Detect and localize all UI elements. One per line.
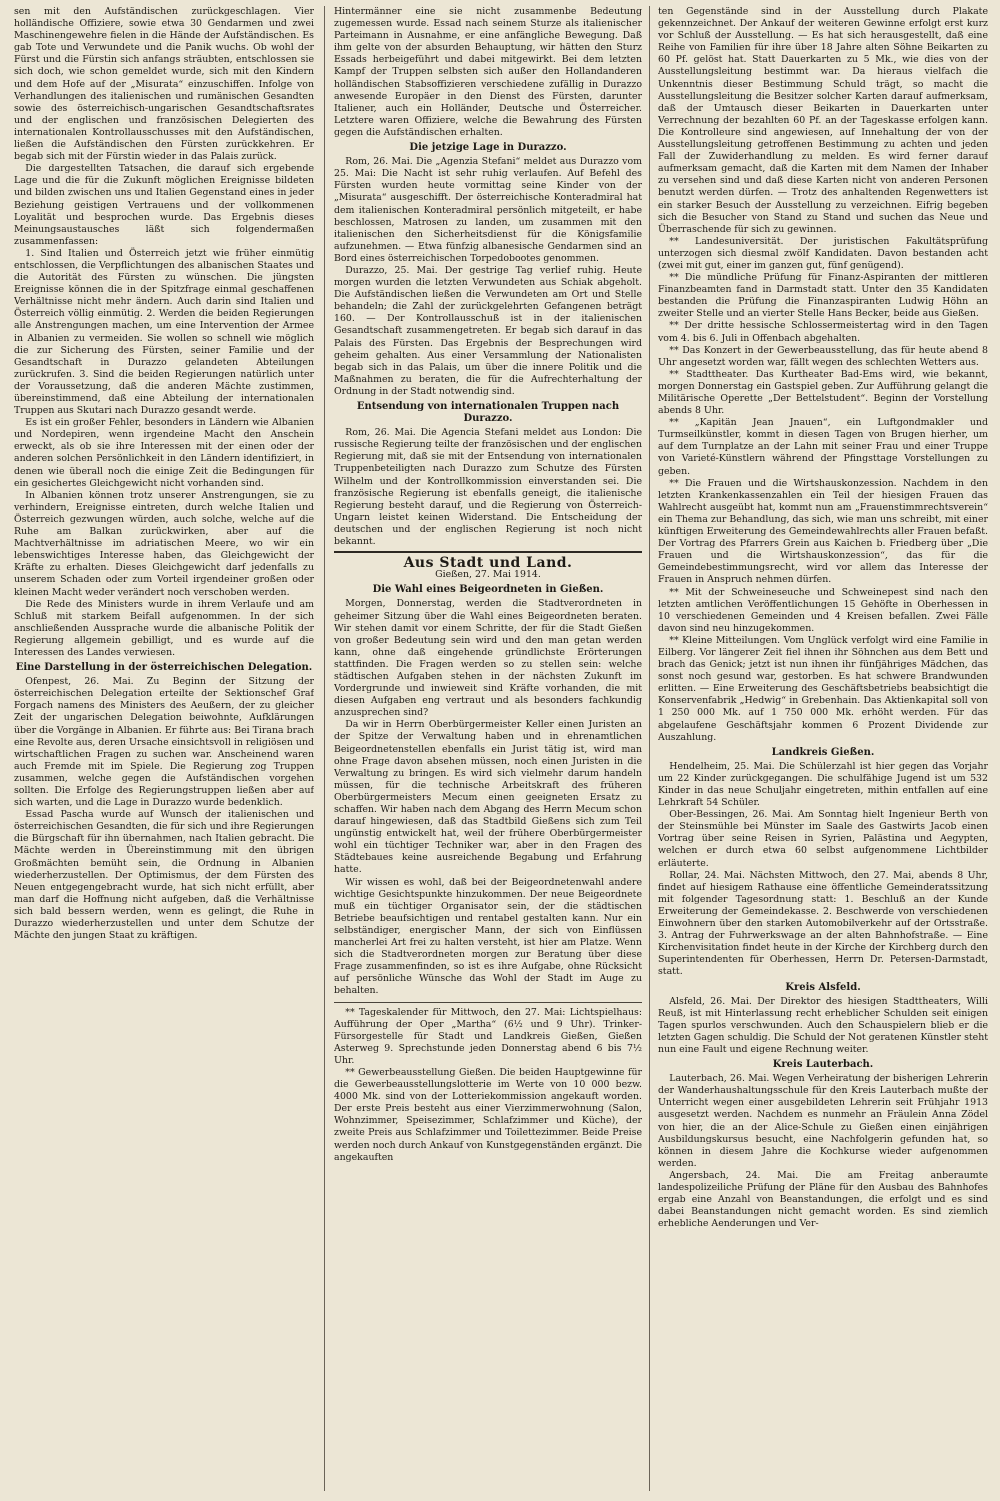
paragraph: In Albanien können trotz unserer Anstrengungen, sie zu verhindern, Ereignisse eintreten, durch welche Italien und Österreich gezwungen würden, auch solche, welche auf die Ruhe am Balkan zurückwirken, aber auf die Machtverhältnisse im adriatischen Meere, wo wir ein lebenswichtiges Interesse haben, das Gleichgewicht der Kräfte zu erhalten. Dieses Gleichgewicht darf jedenfalls zu unserem Schaden oder zum Vorteil irgendeiner großen oder kleinen Macht weder verändert noch verschoben werden. [14,489,314,598]
paragraph: Rom, 26. Mai. Die Agencia Stefani meldet aus London: Die russische Regierung teilte der französischen und der englischen Regierung mit, daß sie mit der Entsendung von internationalen Truppenbeteiligten nach Durazzo zum Schutze des Fürsten Wilhelm und der Kontrollkommission einverstanden sei. Die französische Regierung ist ebenfalls geneigt, die italienische Regierung besteht darauf, und die Regierung von Österreich-Ungarn leistet keinen Widerstand. Die Entscheidung der deutschen und der englischen Regierung ist noch nicht bekannt. [334,427,642,548]
paragraph: Die Rede des Ministers wurde in ihrem Verlaufe und am Schluß mit starkem Beifall aufgenommen. In der sich anschließenden Aussprache wurde die albanische Politik der Regierung allgemein gebilligt, und es wurde auf die Interessen des Landes verwiesen. [14,598,314,658]
paragraph: ** „Kapitän Jean Jnauen“, ein Luftgondmakler und Turmseilkünstler, kommt in diesen Tagen von Brugen hierher, um auf dem Turnplatze an der Lahn mit seiner Frau und einer Truppe von Varieté-Künstlern während der Pfingsttage Vorstellungen zu geben. [658,417,988,477]
paragraph: Rollar, 24. Mai. Nächsten Mittwoch, den 27. Mai, abends 8 Uhr, findet auf hiesigem Rathause eine öffentliche Gemeinderatssitzung mit folgender Tagesordnung statt: 1. Beschluß an der Kunde Erweiterung der Gemeindekasse. 2. Beschwerde von verschiedenen Einwohnern über den starken Automobilverkehr auf der Ortsstraße. 3. Antrag der Fuhrwerkswage an der alten Bahnhofstraße. — Eine Kirchenvisitation findet heute in der Kirche der Kirchberg durch den Superintendenten für Oberhessen, Herrn Dr. Petersen-Darmstadt, statt. [658,869,988,978]
paragraph: Die dargestellten Tatsachen, die darauf sich ergebende Lage und die für die Zukunft möglichen Ereignisse bildeten und bilden zwischen uns und Italien Gegenstand eines in jeder Beziehung geistigen Vertrauens und der vollkommenen Loyalität und besprochen wurde. Das Ergebnis dieses Meinungsaustausches läßt sich folgendermaßen zusammenfassen: [14,163,314,247]
paragraph: ** Das Konzert in der Gewerbeausstellung, das für heute abend 8 Uhr angesetzt worden war, fällt wegen des schlechten Wetters aus. [658,344,988,368]
paragraph: ** Gewerbeausstellung Gießen. Die beiden Hauptgewinne für die Gewerbeausstellungslotterie im Werte von 10 000 bezw. 4000 Mk. sind von der Lotteriekommission angekauft worden. Der erste Preis besteht aus einer Vierzimmerwohnung (Salon, Wohnzimmer, Speisezimmer, Schlafzimmer und Küche), der zweite Preis aus Schlafzimmer und Toilettezimmer. Beide Preise werden noch durch Ankauf von Kunstgegenständen ergänzt. Die angekauften [334,1066,642,1163]
column-2 [334,6,642,1495]
region-heading: Landkreis Gießen. [771,746,875,758]
paragraph: Rom, 26. Mai. Die „Agenzia Stefani“ meldet aus Durazzo vom 25. Mai: Die Nacht ist sehr ruhig verlaufen. Auf Befehl des Fürsten wurden heute vormittag seine Kinder von der „Misurata“ ausgeschifft. Der österreichische Konteradmiral hat dem italienischen Konteradmiral persönlich mitgeteilt, er habe beschlossen, Matrosen zu landen, um zusammen mit den italienischen den Sicherheitsdienst für die Königsfamilie aufzunehmen. — Etwa fünfzig albanesische Gendarmen sind an Bord eines österreichischen Torpedobootes genommen. [334,156,642,264]
paragraph: ** Die Frauen und die Wirtshauskonzession. Nachdem in den letzten Krankenkassenzahlen ein Teil der hiesigen Frauen das Wahlrecht ausgeübt hat, kommt nun am „Frauenstimmrechtsverein“ ein Thema zur Behandlung, das sich, wie man uns schreibt, mit einer künftigen Erweiterung des Gemeindewahlrechts aller Frauen befaßt. Der Vortrag des Pfarrers Grein aus Kaichen b. Friedberg über „Die Frauen und die Wirtshauskonzession“, das für die Gemeindebestimmungsrecht, wird vor allem das Interesse der Frauen in Anspruch nehmen dürfen. [658,477,988,586]
paragraph: ** Kleine Mitteilungen. Vom Unglück verfolgt wird eine Familie in Eilberg. Vor längerer Zeit fiel ihnen ihr Söhnchen aus dem Bett und brach das Genick; jetzt ist nun ihnen ihr fünfjähriges Mädchen, das sonst noch gesund war, gestorben. Es hat schwere Brandwunden erlitten. — Eine Erweiterung des Geschäftsbetriebs beabsichtigt die Konservenfabrik „Hedwig“ in Grebenhain. Das Aktienkapital soll von 1 250 000 Mk. auf 1 750 000 Mk. erhöht werden. Für das abgelaufene Geschäftsjahr kommen 6 Prozent Dividende zur Auszahlung. [658,634,988,743]
paragraph: Morgen, Donnerstag, werden die Stadtverordneten in geheimer Sitzung über die Wahl eines Beigeordneten beraten. Wir stehen damit vor einem Schritte, der für die Stadt Gießen von großer Bedeutung sein wird und den man getan werden kann, ohne daß eingehende gründlichste Erörterungen stattfinden. Die Fragen werden so zu stellen sein: welche städtischen Aufgaben stehen in der nächsten Zukunft im Vordergrunde und inwieweit sind Kräfte vorhanden, die mit diesen Aufgaben eng vertraut und als besonders fachkundig anzusprechen sind? [334,598,642,719]
paragraph: ** Landesuniversität. Der juristischen Fakultätsprüfung unterzogen sich diesmal zwölf Kandidaten. Davon bestanden acht (zwei mit gut, einer im ganzen gut, fünf genügend). [658,235,988,271]
paragraph: sen mit den Aufständischen zurückgeschlagen. Vier holländische Offiziere, sowie etwa 30 Gendarmen und zwei Maschinengewehre fielen in die Hände der Aufständischen. Es gab Tote und Verwundete und die Panik wuchs. Ob wohl der Fürst und die Fürstin sich anfangs sträubten, entschlossen sie sich doch, wie schon gemeldet wurde, sich mit den Kindern und dem Hofe auf der „Misurata“ einzuschiffen. Infolge von Verhandlungen des italienischen und rumänischen Gesandten sowie des österreichisch-ungarischen Gesandtschaftsrates und der englischen und französischen Delegierten des internationalen Kontrollausschusses mit den Aufständischen, ließen die Aufständischen den Fürsten zurückkehren. Er begab sich mit der Fürstin wieder in das Palais zurück. [14,6,314,163]
paragraph: ** Tageskalender für Mittwoch, den 27. Mai: Lichtspielhaus: Aufführung der Oper „Martha“ (6½ und 9 Uhr). Trinker-Fürsorgestelle für Stadt und Landkreis Gießen, Gießen Asterweg 9. Sprechstunde jeden Donnerstag abend 6 bis 7½ Uhr. [334,1006,642,1066]
paragraph: Ofenpest, 26. Mai. Zu Beginn der Sitzung der österreichischen Delegation erteilte der Sektionschef Graf Forgach namens des Ministers des Aeußern, der zu gleicher Zeit der ungarischen Delegation beiwohnte, Aufklärungen über die Vorgänge in Albanien. Er führte aus: Bei Tirana brach eine Revolte aus, deren Ursache einsichtsvoll in religiösen und wirtschaftlichen Fragen zu suchen war. Anscheinend waren auch Fremde mit im Spiele. Die Regierung zog Truppen zusammen, welche gegen die Aufständischen vorgehen sollten. Die Erfolge des Regierungstruppen ließen aber auf sich warten, und die Lage in Durazzo wurde bedenklich. [14,676,314,809]
paragraph: ** Der dritte hessische Schlossermeistertag wird in den Tagen vom 4. bis 6. Juli in Offenbach abgehalten. [658,320,988,344]
column-1 [14,6,314,1495]
paragraph: Wir wissen es wohl, daß bei der Beigeordnetenwahl andere wichtige Gesichtspunkte hinzukommen. Der neue Beigeordnete muß ein tüchtiger Organisator sein, der die städtischen Betriebe beaufsichtigen und rentabel gestalten kann. Nur ein selbständiger, energischer Mann, der sich von Einflüssen mancherlei Art frei zu halten versteht, ist hier am Platze. Wenn sich die Stadtverordneten morgen zur Beratung über diese Frage zusammenfinden, so ist es ihre Aufgabe, ohne Rücksicht auf persönliche Wünsche das Wohl der Stadt im Auge zu behalten. [334,876,642,997]
paragraph: Hintermänner eine sie nicht zusammenbe Bedeutung zugemessen wurde. Essad nach seinem Sturze als italienischer Parteimann in Ausnahme, er eine anfängliche Bewegung. Daß ihm gelte von der absurden Behauptung, wir hätten den Sturz Essads herbeigeführt und dabei mitgewirkt. Bei dem letzten Kampf der Truppen selbsten sich außer den Hollandanderen holländischen Stabsoffizieren verschiedene zufällig in Durazzo anwesende Europäer in den Dienst des Fürsten, darunter Italiener, auch ein Holländer, Deutsche und Österreicher. Letztere waren Offiziere, welche die Bewahrung des Fürsten gegen die Aufständischen erhalten. [334,6,642,138]
divider [334,1002,642,1003]
paragraph: ten Gegenstände sind in der Ausstellung durch Plakate gekennzeichnet. Der Ankauf der weiteren Gewinne erfolgt erst kurz vor Schluß der Ausstellung. — Es hat sich herausgestellt, daß eine Reihe von Familien für ihre über 18 Jahre alten Söhne Beikarten zu 60 Pf. gelöst hat. Statt Dauerkarten zu 5 Mk., wie dies von der Ausstellungsleitung bestimmt war. Da hieraus vielfach die Unkenntnis dieser Bestimmung Schuld trägt, so macht die Ausstellungsleitung die Besitzer solcher Karten darauf aufmerksam, daß der Umtausch dieser Beikarten in Dauerkarten unter Verrechnung der bezahlten 60 Pf. an der Tageskasse erfolgen kann. Die Kontrolleure sind angewiesen, auf Innehaltung der von der Ausstellungsleitung getroffenen Bestimmung zu achten und jeden Fall der Zuwiderhandlung zu melden. Es wird ferner darauf aufmerksam gemacht, daß die Karten mit dem Namen der Inhaber zu versehen sind und daß diese Karten nicht von anderen Personen benutzt werden dürfen. — Trotz des anhaltenden Regenwetters ist ein starker Besuch der Ausstellung zu verzeichnen. Eifrig begeben sich die Besucher von Stand zu Stand und suchen das Neue und Überraschende für sich zu gewinnen. [658,6,988,235]
region-heading: Kreis Alsfeld. [785,981,861,993]
paragraph: Es ist ein großer Fehler, besonders in Ländern wie Albanien und Nordepiren, wenn irgendeine Macht den Anschein erweckt, als ob sie ihre Interessen mit der einen oder der anderen solchen Persönlichkeit in den Ländern identifiziert, in denen wie überall noch die einige Zeit die Bedingungen für ein gesichertes Gleichgewicht nicht vorhanden sind. [14,417,314,489]
paragraph: Durazzo, 25. Mai. Der gestrige Tag verlief ruhig. Heute morgen wurden die letzten Verwundeten aus Schiak abgeholt. Die Aufständischen ließen die Verwundeten am Ort und Stelle behandeln; die Zahl der zurückgelehrten Gefangenen beträgt 160. — Der Kontrollausschuß ist in der italienischen Gesandtschaft zusammengetreten. Er begab sich darauf in das Palais des Fürsten. Das Ergebnis der Besprechungen wird geheim gehalten. Aus einer Versammlung der Nationalisten begab sich in das Palais, um über die innere Politik und die Maßnahmen zu beraten, die für die Aufrechterhaltung der Ordnung in der Stadt notwendig sind. [334,264,642,397]
paragraph: ** Die mündliche Prüfung für Finanz-Aspiranten der mittleren Finanzbeamten fand in Darmstadt statt. Unter den 35 Kandidaten bestanden die Prüfung die Finanzaspiranten Ludwig Höhn an zweiter Stelle und an vierter Stelle Hans Becker, beide aus Gießen. [658,272,988,320]
article-heading: Die jetzige Lage in Durazzo. [409,142,567,154]
region-heading: Kreis Lauterbach. [772,1059,874,1071]
paragraph: 1. Sind Italien und Österreich jetzt wie früher einmütig entschlossen, die Verpflichtungen des albanischen Staates und die Autorität des Fürsten zu wünschen. Die jüngsten Ereignisse können die in der Spitzfrage einmal geschaffenen Verhältnisse nicht mehr ändern. Auch darin sind Italien und Österreich völlig einmütig. 2. Werden die beiden Regierungen alle Anstrengungen machen, um eine Intervention der Armee in Albanien zu vermeiden. Sie wollen so schnell wie möglich die zur Sicherung des Fürsten, seiner Familie und der Gesandtschaft in Durazzo gelandeten Abteilungen zurückrufen. 3. Sind die beiden Regierungen natürlich unter der Voraussetzung, daß die anderen Mächte zustimmen, übereinstimmend, daß eine Abteilung der internationalen Truppen aus Skutari nach Durazzo gesandt werde. [14,247,314,417]
paragraph: Angersbach, 24. Mai. Die am Freitag anberaumte landespolizeiliche Prüfung der Pläne für den Ausbau des Bahnhofes ergab eine Anzahl von Beanstandungen, die erfolgt und es sind dabei Beanstandungen nicht gemacht worden. Es sind ziemlich erhebliche Aenderungen und Ver- [658,1169,988,1230]
paragraph: ** Stadttheater. Das Kurtheater Bad-Ems wird, wie bekannt, morgen Donnerstag ein Gastspiel geben. Zur Aufführung gelangt die Militärische Operette „Der Bettelstudent“. Beginn der Vorstellung abends 8 Uhr. [658,368,988,417]
paragraph: ** Mit der Schweineseuche und Schweinepest sind nach den letzten amtlichen Veröffentlichungen 15 Gehöfte in Oberhessen in 10 verschiedenen Gemeinden und 4 Kreisen befallen. Zwei Fälle davon sind neu hinzugekommen. [658,586,988,634]
paragraph: Lauterbach, 26. Mai. Wegen Verheiratung der bisherigen Lehrerin der Wanderhaushaltungsschule für den Kreis Lauterbach mußte der Unterricht wegen einer ausgebildeten Lehrerin seit Frühjahr 1913 ausgesetzt werden. Nachdem es nunmehr an Fräulein Anna Zödel von hier, die an der Alice-Schule zu Gießen einen einjährigen Ausbildungskursus besucht, eine Nachfolgerin gefunden hat, so können in diesem Jahre die Kochkurse wieder aufgenommen werden. [658,1073,988,1169]
paragraph: Alsfeld, 26. Mai. Der Direktor des hiesigen Stadttheaters, Willi Reuß, ist mit Hinterlassung recht erheblicher Schulden seit einigen Tagen spurlos verschwunden. Auch den Schauspielern blieb er die letzten Gagen schuldig. Die Schuld der Not geratenen Künstler steht nun eine Fault und eigene Rechnung weiter. [658,995,988,1055]
article-heading: Eine Darstellung in der österreichischen Delegation. [15,662,313,674]
dateline: Gießen, 27. Mai 1914. [435,569,541,581]
column-rule [324,6,325,1491]
section-title: Aus Stadt und Land. [403,555,573,572]
column-rule [649,6,650,1491]
paragraph: Da wir in Herrn Oberbürgermeister Keller einen Juristen an der Spitze der Verwaltung haben und in ehrenamtlichen Beigeordnetenstellen ebenfalls ein Jurist tätig ist, wird man ohne Frage davon absehen müssen, noch einen Juristen in die Verwaltung zu bringen. Es wird sich vielmehr darum handeln müssen, für die technische Arbeitskraft des früheren Oberbürgermeisters Mecum einen geeigneten Ersatz zu schaffen. Wir haben nach dem Abgang des Herrn Mecum schon darauf hingewiesen, daß das Stadtbild Gießens sich zum Teil ungünstig entwickelt hat, weil der frühere Oberbürgermeister wohl ein tüchtiger Techniker war, aber in den Fragen des Städtebaues keine ausreichende Begabung und Erfahrung hatte. [334,719,642,876]
article-heading: Die Wahl eines Beigeordneten in Gießen. [372,584,604,596]
article-heading: Entsendung von internationalen Truppen nach Durazzo. [356,401,620,425]
section-divider [334,551,642,553]
paragraph: Essad Pascha wurde auf Wunsch der italienischen und österreichischen Gesandten, die für sich und ihre Regierungen die Bürgschaft für ihn übernahmen, nach Italien gebracht. Die Mächte werden in Übereinstimmung mit den übrigen Großmächten bemüht sein, die Ordnung in Albanien wiederherzustellen. Der Optimismus, der dem Fürsten des Neuen entgegengebracht wurde, hat sich nicht erfüllt, aber man darf die Hoffnung nicht aufgeben, daß die Verhältnisse sich bald bessern werden, wenn es gelingt, die Ruhe in Durazzo wiederherzustellen und unter dem Schutze der Mächte den jungen Staat zu kräftigen. [14,809,314,942]
column-3 [658,6,988,1495]
paragraph: Ober-Bessingen, 26. Mai. Am Sonntag hielt Ingenieur Berth von der Steinsmühle bei Münster im Saale des Gastwirts Jacob einen Vortrag über seine Reisen in Syrien, Palästina und Aegypten, welchen er durch etwa 60 selbst aufgenommene Lichtbilder erläuterte. [658,809,988,869]
paragraph: Hendelheim, 25. Mai. Die Schülerzahl ist hier gegen das Vorjahr um 22 Kinder zurückgegangen. Die schulfähige Jugend ist um 532 Kinder in das neue Schuljahr eingetreten, mithin entfallen auf eine Lehrkraft 54 Schüler. [658,760,988,809]
